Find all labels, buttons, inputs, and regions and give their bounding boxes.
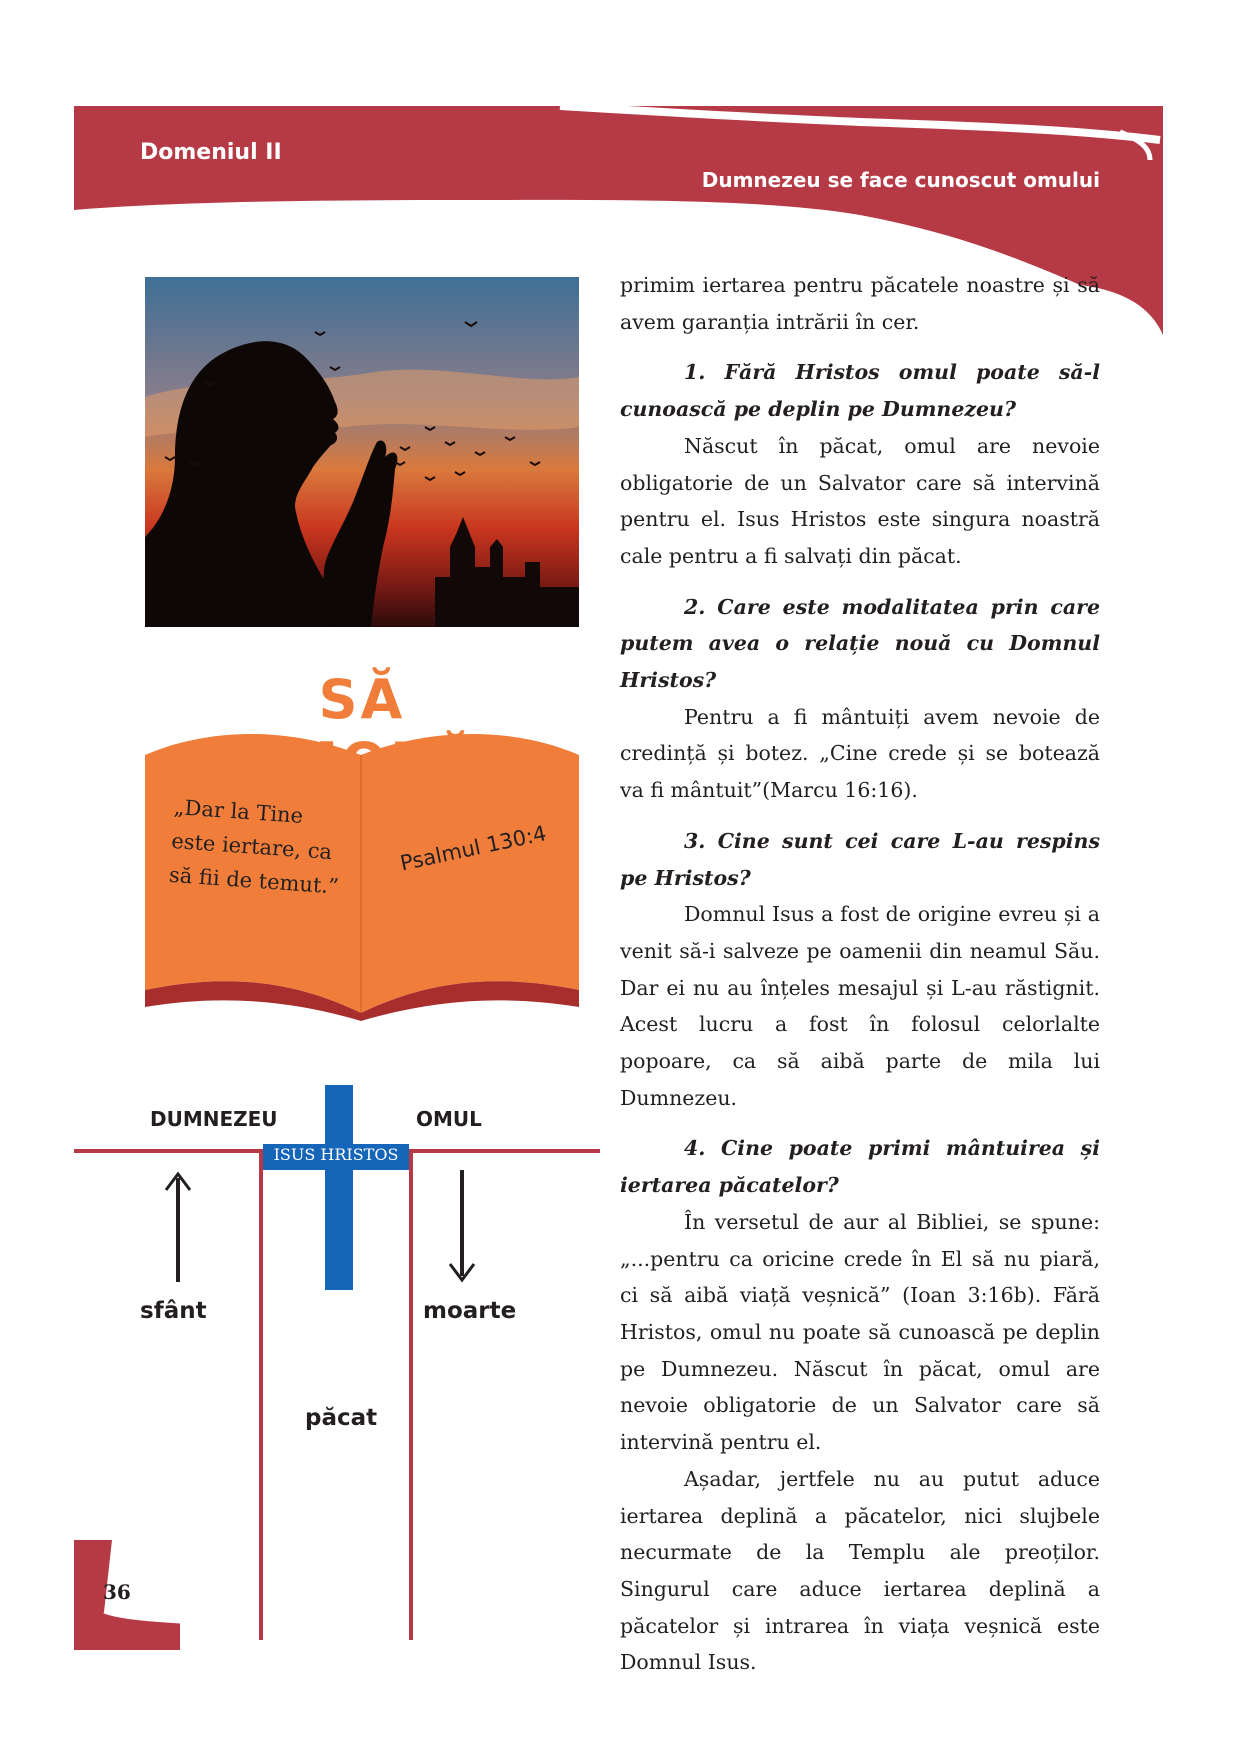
sin-label: păcat: [305, 1405, 378, 1431]
question-1: 1. Fără Hristos omul poate să-l cunoască pe deplin pe Dumnezeu?: [620, 360, 1100, 422]
intro-paragraph: primim iertarea pentru păcatele noastre și să avem garanția intrării în cer.: [620, 273, 1100, 334]
answer-3: Domnul Isus a fost de origine evreu și a venit să-i salveze pe oamenii din neamul Său. Dar ei nu au înțeles mesajul și L-au răstignit. Acest lucru a fost în folosul celorlalte popoare, ca să aibă parte de mila lui Dumnezeu.: [620, 902, 1100, 1110]
holy-label: sfânt: [140, 1298, 207, 1324]
death-label: moarte: [423, 1298, 517, 1324]
answer-2: Pentru a fi mântuiți avem nevoie de credință și botez. „Cine crede și se botează va fi mântuit”(Marcu 16:16).: [620, 704, 1100, 803]
domain-label: Domeniul II: [140, 140, 282, 165]
question-2: 2. Care este modalitatea prin care putem avea o relație nouă cu Domnul Hristos?: [620, 594, 1100, 693]
man-label: OMUL: [416, 1107, 482, 1131]
chapter-title: Dumnezeu se face cunoscut omului: [701, 168, 1100, 192]
question-4: 4. Cine poate primi mântuirea și iertarea păcatelor?: [620, 1136, 1100, 1198]
main-text-column: [620, 267, 1100, 1681]
cross-label: ISUS HRISTOS: [273, 1145, 399, 1164]
page-corner-decoration: [0, 1500, 200, 1660]
page-number: 36: [103, 1580, 131, 1604]
answer-5: Așadar, jertfele nu au putut aduce iertarea deplină a păcatelor, nici slujbele necurmate de la Templu ale preoților. Singurul care aduce iertarea deplină a păcatelor și intrarea în viața veșnică este Domnul Isus.: [620, 1466, 1100, 1675]
answer-4: În versetul de aur al Bibliei, se spune: „...pentru ca oricine crede în El să nu piară, ci să aibă viață veșnică” (Ioan 3:16b). Fără Hristos, omul nu poate să cunoască pe deplin pe Dumnezeu. Născut în păcat, omul are nevoie obligatorie de un Salvator care să intervină pentru el.: [620, 1209, 1100, 1455]
god-label: DUMNEZEU: [150, 1107, 278, 1131]
question-3: 3. Cine sunt cei care L-au respins pe Hristos?: [620, 828, 1100, 890]
answer-1: Născut în păcat, omul are nevoie obligatorie de un Salvator care să intervină pentru el. Isus Hristos este singura noastră cale pentru a fi salvați din păcat.: [620, 433, 1100, 568]
verse-reference: Psalmul 130:4: [398, 821, 549, 876]
memory-verse: „Dar la Tine este iertare, ca să fii de temut.”: [168, 794, 340, 899]
memorize-title: SĂ: [318, 668, 406, 731]
